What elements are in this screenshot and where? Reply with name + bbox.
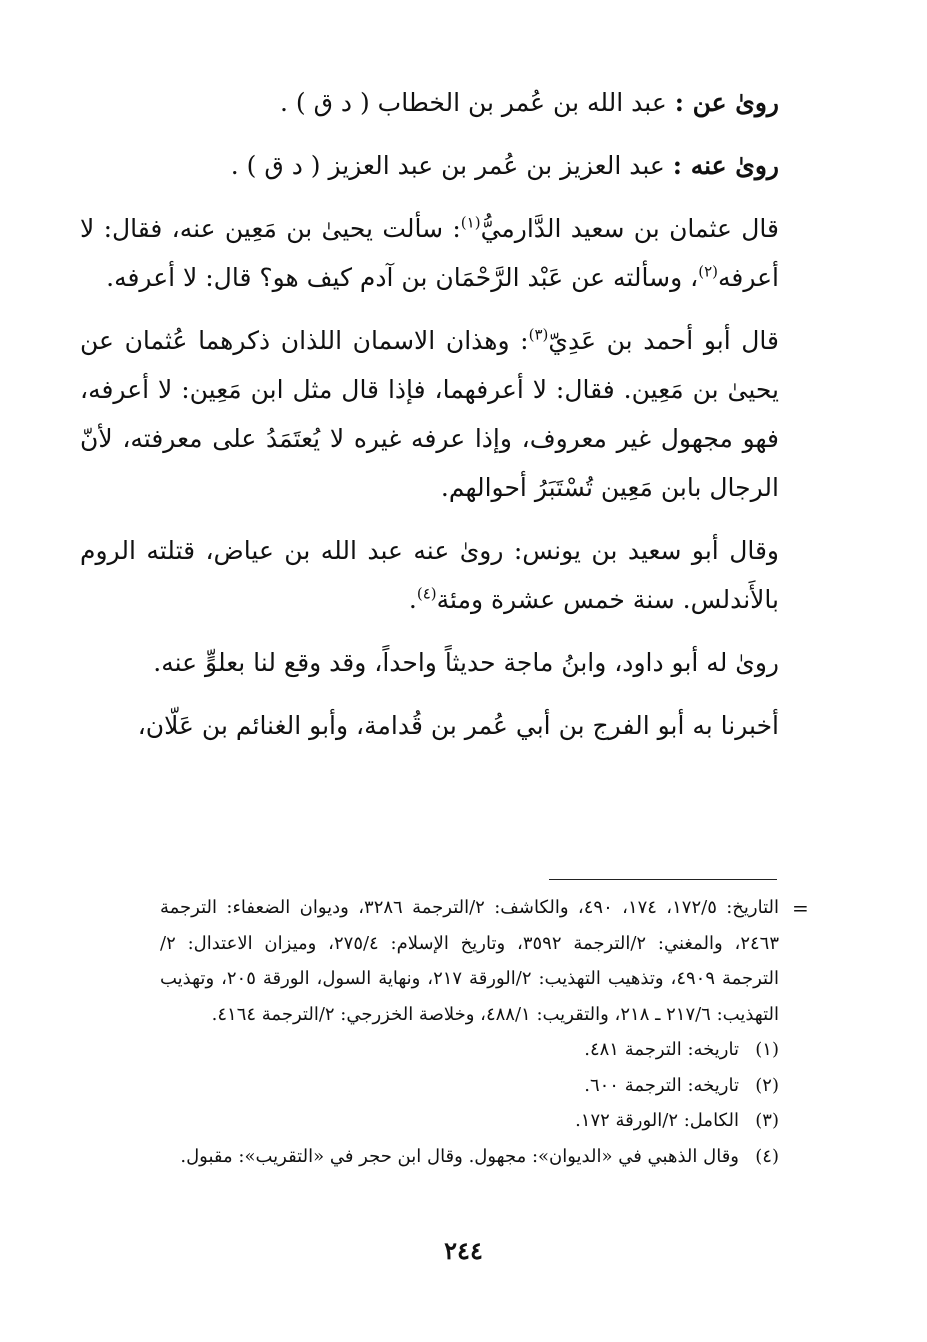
- footnote-ref[interactable]: (٣): [528, 325, 549, 344]
- paragraph-text: ، وسألته عن عَبْد الرَّحْمَان بن آدم كيف هو؟ قال: لا أعرفه.: [106, 263, 699, 292]
- narrated-by-line: [80, 141, 779, 190]
- footnote-ref[interactable]: (٢): [698, 262, 718, 281]
- paragraph-darimi: [80, 204, 779, 302]
- paragraph-text: .: [408, 585, 417, 614]
- narrated-from-label: روىٰ عن :: [674, 88, 779, 117]
- paragraph-text: : وهذان الاسمان اللذان ذكرهما عُثمان عن يحيىٰ بن مَعِين. فقال: لا أعرفهما، فإذا قال مثل ابن مَعِين: لا أعرفه، فهو مجهول غير معروف، وإذا عرفه غيره لا يُعتَمَدُ على معرفته، لأنّ الرجال بابن مَعِين تُسْتَبَرُ أحوالهم.: [80, 326, 779, 502]
- footnote-text: وقال الذهبي في «الديوان»: مجهول. وقال ابن حجر في «التقريب»: مقبول.: [180, 1145, 739, 1167]
- footnote-ref[interactable]: (٤): [416, 584, 437, 603]
- paragraph-ibn-yunus: [80, 526, 779, 624]
- footnote-text: تاريخه: الترجمة ٤٨١.: [584, 1039, 739, 1060]
- narrated-from-text: عبد الله بن عُمر بن الخطاب ( د ق ) .: [279, 88, 667, 117]
- paragraph-text: روىٰ له أبو داود، وابنُ ماجة حديثاً واحداً، وقد وقع لنا بعلوٍّ عنه.: [153, 648, 779, 677]
- page-number: ٢٤٤: [444, 1236, 483, 1265]
- footnotes: [160, 890, 779, 1174]
- footnote-ref[interactable]: (١): [460, 213, 481, 232]
- footnote-number: (٤): [755, 1145, 779, 1167]
- footnote-4: [160, 1139, 779, 1175]
- footnote-number: (٢): [755, 1074, 779, 1096]
- main-text: [80, 78, 779, 764]
- narrated-from-line: [80, 78, 779, 127]
- paragraph-riwaya-lahu: [80, 638, 779, 687]
- continued-marker: =: [792, 896, 809, 920]
- narrated-by-text: عبد العزيز بن عُمر بن عبد العزيز ( د ق ) .: [230, 151, 665, 180]
- paragraph-text: وقال أبو سعيد بن يونس: روىٰ عنه عبد الله بن عياض، قتلته الروم بالأَندلس. سنة خمس عشرة ومئة: [80, 536, 779, 614]
- paragraph-ibn-adi: [80, 316, 779, 512]
- paragraph-text: قال عثمان بن سعيد الدَّارميُّ: [480, 214, 779, 243]
- paragraph-text: أخبرنا به أبو الفرج بن أبي عُمر بن قُدامة، وأبو الغنائم بن عَلّان،: [137, 711, 779, 740]
- footnote-text: الكامل: ٢/الورقة ١٧٢.: [575, 1110, 739, 1131]
- footnote-divider: [549, 879, 777, 880]
- footnote-number: (١): [755, 1039, 779, 1060]
- footnote-number: (٣): [755, 1110, 779, 1131]
- narrated-by-label: روىٰ عنه :: [672, 151, 779, 180]
- footnote-2: [160, 1068, 779, 1104]
- footnote-3: [160, 1103, 779, 1139]
- paragraph-text: : سألت يحيىٰ بن مَعِين عنه، فقال: لا أعرفه: [80, 214, 779, 292]
- footnote-1: [160, 1032, 779, 1068]
- paragraph-text: قال أبو أحمد بن عَدِيّ: [548, 326, 779, 355]
- footnote-text: تاريخه: الترجمة ٦٠٠.: [584, 1074, 739, 1096]
- footnote-continuation: التاريخ: ١٧٢/٥، ١٧٤، ٤٩٠، والكاشف: ٢/الترجمة ٣٢٨٦، وديوان الضعفاء: الترجمة ٢٤٦٣، والمغني: ٢/الترجمة ٣٥٩٢، وتاريخ الإسلام: ٢٧٥/٤، وميزان الاعتدال: ٢/الترجمة ٤٩٠٩، وتذهيب التهذيب: ٢/الورقة ٢١٧، ونهاية السول، الورقة ٢٠٥، وتهذيب التهذيب: ٢١٧/٦ ـ ٢١٨، والتقريب: ٤٨٨/١، وخلاصة الخزرجي: ٢/الترجمة ٤١٦٤.: [160, 897, 780, 1025]
- paragraph-akhbarana: [80, 701, 779, 750]
